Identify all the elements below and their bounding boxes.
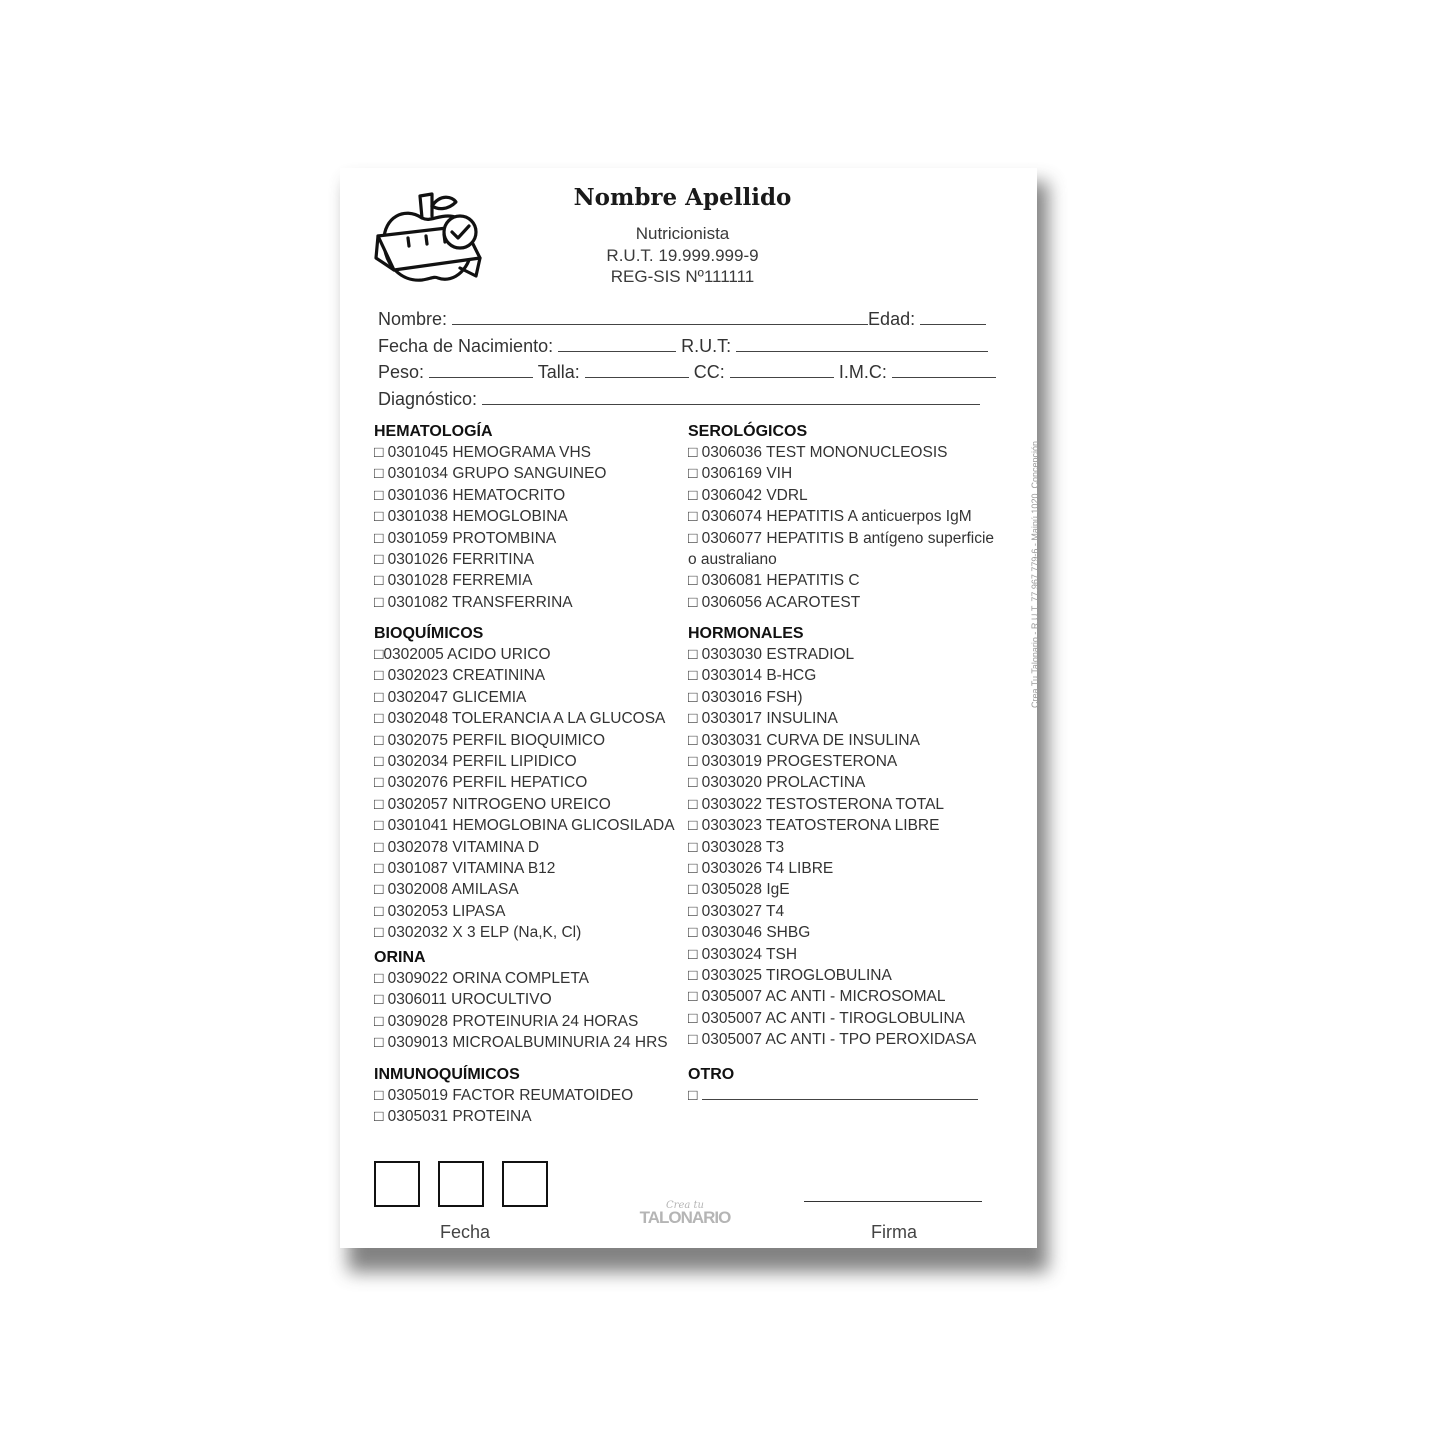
lab-order-sheet <box>340 168 1040 1248</box>
firma-label: Firma <box>871 1222 917 1242</box>
list-item[interactable]: □ 0306074 HEPATITIS A anticuerpos IgM <box>688 508 972 526</box>
list-item[interactable]: □ 0301038 HEMOGLOBINA <box>374 508 568 526</box>
list-item[interactable]: □ 0303023 TEATOSTERONA LIBRE <box>688 817 940 835</box>
list-item[interactable]: □ 0302075 PERFIL BIOQUIMICO <box>374 731 606 749</box>
list-item[interactable]: □ 0301034 GRUPO SANGUINEO <box>374 465 607 483</box>
list-item[interactable]: □ 0303031 CURVA DE INSULINA <box>688 731 920 749</box>
list-item[interactable]: □ 0302076 PERFIL HEPATICO <box>374 774 588 792</box>
fecha-nacimiento-input-line[interactable] <box>558 350 676 352</box>
profession: Nutricionista <box>635 224 730 243</box>
list-item[interactable]: □ 0301087 VITAMINA B12 <box>374 860 556 877</box>
list-item[interactable]: □ 0301082 TRANSFERRINA <box>374 593 573 611</box>
list-item[interactable]: □ 0303025 TIROGLOBULINA <box>688 967 892 984</box>
section-title-otro: OTRO <box>688 1066 735 1083</box>
list-item[interactable]: □ 0303046 SHBG <box>688 924 811 942</box>
list-item[interactable]: □ 0303016 FSH) <box>688 688 803 706</box>
section-title-serologicos: SEROLÓGICOS <box>688 423 808 440</box>
list-item[interactable]: □ 0309028 PROTEINURIA 24 HORAS <box>374 1012 639 1030</box>
fecha-label: Fecha <box>440 1222 491 1242</box>
list-item[interactable]: □ 0302032 X 3 ELP (Na,K, Cl) <box>374 924 582 942</box>
nacimiento-row <box>378 336 988 357</box>
list-item[interactable]: □ 0305007 AC ANTI - MICROSOMAL <box>688 988 946 1006</box>
list-item[interactable]: □ 0303020 PROLACTINA <box>688 774 866 792</box>
list-item[interactable]: □ 0305019 FACTOR REUMATOIDEO <box>374 1087 634 1104</box>
list-item[interactable]: □ 0303019 PROGESTERONA <box>688 753 898 770</box>
list-item[interactable]: □ 0302008 AMILASA <box>374 881 519 899</box>
list-item[interactable]: □ 0306056 ACAROTEST <box>688 593 861 611</box>
nombre-input-line[interactable] <box>452 323 868 325</box>
side-imprint-text: Crea Tu Talonario - R.U.T. 77.967.779-6 - Maipú 1020, Concepción <box>1030 441 1040 708</box>
talla-input-line[interactable] <box>585 376 689 378</box>
fecha-day-box[interactable] <box>374 1161 420 1207</box>
list-item[interactable]: □ 0301036 HEMATOCRITO <box>374 486 566 504</box>
list-item[interactable]: □ 0305031 PROTEINA <box>374 1108 532 1126</box>
professional-name: Nombre Apellido <box>573 184 792 211</box>
section-title-hematologia: HEMATOLOGÍA <box>374 423 493 440</box>
list-item[interactable]: □ 0303022 TESTOSTERONA TOTAL <box>688 795 945 813</box>
nombre-label: Nombre: <box>378 309 448 329</box>
section-title-orina: ORINA <box>374 949 426 966</box>
list-item[interactable]: □ 0302047 GLICEMIA <box>374 688 527 706</box>
list-item[interactable]: □ 0309013 MICROALBUMINURIA 24 HRS <box>374 1034 668 1052</box>
list-item[interactable]: □ 0302057 NITROGENO UREICO <box>374 795 611 813</box>
list-item[interactable]: □ 0303028 T3 <box>688 838 785 856</box>
list-item[interactable]: □ 0305007 AC ANTI - TIROGLOBULINA <box>688 1009 965 1027</box>
list-item[interactable]: □ 0301026 FERRITINA <box>374 551 535 568</box>
registration-number: REG-SIS Nº111111 <box>610 267 755 286</box>
fecha-nacimiento-label: Fecha de Nacimiento: <box>378 336 554 356</box>
fecha-month-box[interactable] <box>438 1161 484 1207</box>
list-item[interactable]: □ 0302053 LIPASA <box>374 902 506 920</box>
section-title-hormonales: HORMONALES <box>688 625 804 642</box>
list-item[interactable]: □ 0306081 HEPATITIS C <box>688 572 860 590</box>
diagnostico-row <box>378 389 980 410</box>
diagnostico-input-line[interactable] <box>482 403 980 405</box>
fecha-year-box[interactable] <box>502 1161 548 1207</box>
signature-line[interactable] <box>804 1201 982 1202</box>
list-item[interactable]: □ 0302034 PERFIL LIPIDICO <box>374 753 577 770</box>
medidas-row <box>378 362 996 383</box>
brand-name: TALONARIO <box>639 1208 731 1227</box>
list-item[interactable]: □ 0303027 T4 <box>688 902 785 920</box>
cc-label: CC: <box>693 362 725 382</box>
list-item[interactable]: □ 0305007 AC ANTI - TPO PEROXIDASA <box>688 1031 977 1049</box>
list-item[interactable]: □ 0301045 HEMOGRAMA VHS <box>374 444 591 461</box>
section-title-bioquimicos: BIOQUÍMICOS <box>374 625 484 642</box>
list-item[interactable]: □ 0305028 IgE <box>688 881 790 899</box>
peso-label: Peso: <box>378 362 425 382</box>
professional-rut: R.U.T. 19.999.999-9 <box>606 246 759 265</box>
list-item[interactable]: □ 0306011 UROCULTIVO <box>374 991 552 1009</box>
edad-label: Edad: <box>868 309 916 329</box>
otro-item[interactable] <box>688 1087 978 1105</box>
list-item[interactable]: □ 0306077 HEPATITIS B antígeno superficie <box>688 529 995 547</box>
section-title-inmunoquimicos: INMUNOQUÍMICOS <box>374 1066 520 1083</box>
rut-input-line[interactable] <box>736 350 988 352</box>
list-item-continuation: o australiano <box>688 551 777 568</box>
nombre-row <box>378 309 986 330</box>
talla-label: Talla: <box>537 362 580 382</box>
rut-label: R.U.T: <box>681 336 732 356</box>
checkbox-glyph[interactable]: □ <box>688 1087 698 1104</box>
list-item[interactable]: □ 0306036 TEST MONONUCLEOSIS <box>688 444 948 461</box>
list-item[interactable]: □ 0303017 INSULINA <box>688 710 838 728</box>
list-item[interactable]: □ 0306042 VDRL <box>688 486 808 504</box>
edad-input-line[interactable] <box>920 323 986 325</box>
cc-input-line[interactable] <box>730 376 834 378</box>
list-item[interactable]: □ 0303014 B-HCG <box>688 667 817 685</box>
list-item[interactable]: □ 0302078 VITAMINA D <box>374 838 540 856</box>
list-item[interactable]: □ 0301059 PROTOMBINA <box>374 529 557 547</box>
list-item[interactable]: □ 0303026 T4 LIBRE <box>688 860 834 877</box>
otro-input-line[interactable] <box>702 1098 978 1100</box>
list-item[interactable]: □ 0303030 ESTRADIOL <box>688 646 855 663</box>
list-item[interactable]: □0302005 ACIDO URICO <box>374 646 551 663</box>
list-item[interactable]: □ 0302048 TOLERANCIA A LA GLUCOSA <box>374 710 666 728</box>
list-item[interactable]: □ 0301041 HEMOGLOBINA GLICOSILADA <box>374 817 675 835</box>
imc-label: I.M.C: <box>838 362 887 382</box>
imc-input-line[interactable] <box>892 376 996 378</box>
list-item[interactable]: □ 0309022 ORINA COMPLETA <box>374 970 589 987</box>
list-item[interactable]: □ 0306169 VIH <box>688 465 793 483</box>
peso-input-line[interactable] <box>429 376 533 378</box>
list-item[interactable]: □ 0301028 FERREMIA <box>374 572 533 590</box>
list-item[interactable]: □ 0302023 CREATININA <box>374 667 546 685</box>
diagnostico-label: Diagnóstico: <box>378 389 478 409</box>
brand-logo <box>635 1200 735 1228</box>
list-item[interactable]: □ 0303024 TSH <box>688 945 798 963</box>
brand-script: Crea tu <box>666 1200 704 1211</box>
